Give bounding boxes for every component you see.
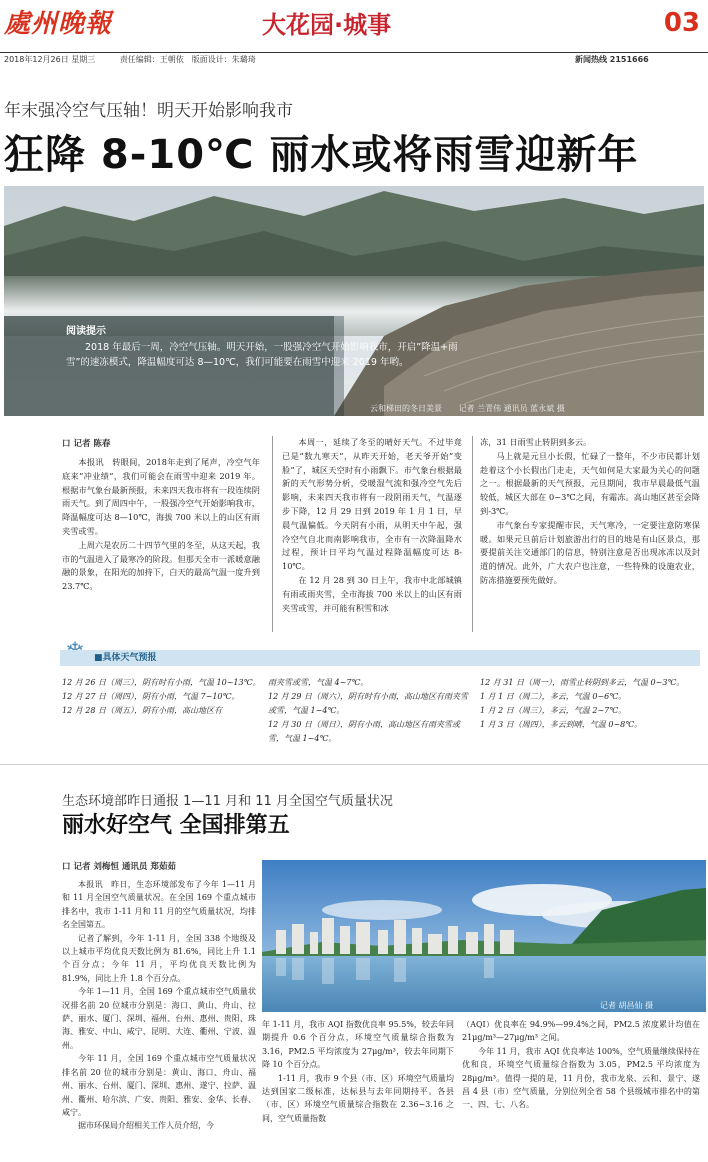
date-text: 2018年12月26日 星期三 xyxy=(4,55,96,64)
story2-headline: 丽水好空气 全国排第五 xyxy=(62,813,290,838)
column-divider xyxy=(472,436,473,632)
story2-kicker: 生态环境部昨日通报 1—11 月和 11 月全国空气质量状况 xyxy=(62,794,393,809)
reading-tip-title: 阅读提示 xyxy=(66,326,106,337)
paragraph: 在 12 月 28 到 30 日上午，我市中北部城镇有雨或雨夹雪，全市海拔 700 米以上的山区有雨夹雪或雪，并可能有积雪和冰 xyxy=(282,574,462,613)
story1-column-3 xyxy=(480,436,700,588)
forecast-item: 12 月 31 日（周一），雨雪止转阴到多云，气温 0~3℃。 xyxy=(480,678,685,687)
page-number: 03 xyxy=(663,8,700,38)
story2-column-2 xyxy=(262,1018,454,1125)
paragraph: 据市环保局介绍相关工作人员介绍，今 xyxy=(78,1121,214,1131)
paragraph: （AQI）优良率在 94.9%—99.4%之间，PM2.5 浓度累计均值在 21μg/m³—27μg/m³ 之间。 xyxy=(462,1020,700,1043)
header-rule xyxy=(0,52,708,53)
forecast-column-1 xyxy=(62,676,262,718)
forecast-column-3 xyxy=(480,676,700,732)
paragraph: 今年 11 月，我市 AQI 优良率达 100%，空气质量继续保持在优和良，环境空气质量综合指数为 3.05，PM2.5 平均浓度为 28μg/m³。值得一提的是，11 月份，我市龙泉、云和、景宁、遂昌 4 县（市）空气质量，分别位列全省 58 个县级城市排名中的第一、四、七、八名。 xyxy=(462,1046,700,1110)
news-hotline: 新闻热线 2151666 xyxy=(575,55,649,64)
forecast-item: 12 月 30 日（周日），阴有小雨，高山地区有雨夹雪或雪，气温 1~4℃。 xyxy=(268,720,460,743)
city-lake-photo xyxy=(262,860,706,1012)
story1-column-2 xyxy=(282,436,462,615)
paragraph: 冻，31 日雨雪止转阴到多云。 xyxy=(480,437,592,447)
newspaper-logo: 處州晚報 xyxy=(4,9,113,39)
story1-photo-credit xyxy=(370,403,565,414)
paragraph: 1-11 月，我市 9 个县（市、区）环境空气质量均达到国家二级标准，达标县与去年同期持平。各县（市、区）环境空气质量综合指数在 2.36~3.16 之间，空气质量指数 xyxy=(262,1073,454,1123)
editors-text: 责任编辑：王朝依 版面设计：朱璐琦 xyxy=(119,55,256,64)
paragraph: 今年 11 月，全国 169 个重点城市空气质量状况排名前 20 位的城市分别是：黄山、海口、舟山、福州、丽水、台州、厦门、深圳、惠州、遂宁、拉萨、温州、衢州、哈尔滨、广安、贵阳、雅安、金华、长春、咸宁。 xyxy=(62,1054,256,1117)
story2-column-3 xyxy=(462,1018,700,1112)
paragraph: 记者了解到，今年 1-11 月，全国 338 个地级及以上城市平均优良天数比例为 81.6%，同比上升 1.1 个百分点；今年 11 月，平均优良天数比例为 81.9%，同比上升 1.8 个百分点。 xyxy=(62,933,256,983)
paragraph: 本周一，延续了冬至的晴好天气。不过毕竟已是”数九寒天”，从昨天开始，老天爷开始”变脸”了，城区天空时有小雨飘下。市气象台根据最新的天气形势分析，受暖湿气流和强冷空气先后影响，未来四天我市将有一段阴雨天气，气温逐步下降，12 月 29 日到 2019 年 1 月 1 日，早晨气温偏低。今天阴有小雨，从明天中午起，强冷空气自北而南影响我市，全市有一次降温降水过程，预计日平均气温过程降温幅度可达 8-10℃。 xyxy=(282,437,462,572)
paragraph: 本报讯 昨日，生态环境部发布了今年 1—11 月和 11 月全国空气质量状况。在全国 169 个重点城市排名中，我市 1-11 月和 11 月的空气质量状况，均排名全国第五。 xyxy=(62,880,256,930)
paragraph: 今年 1—11 月，全国 169 个重点城市空气质量状况排名前 20 位城市分别是：海口、黄山、舟山、拉萨、丽水、厦门、深圳、福州、台州、惠州、贵阳、珠海、雅安、中山、咸宁、昆明、大连、衢州、宁波、温州。 xyxy=(62,987,256,1050)
forecast-item: 12 月 27 日（周四），阴有小雨，气温 7~10℃。 xyxy=(62,692,240,701)
forecast-item: 12 月 28 日（周五），阴有小雨，高山地区有 xyxy=(62,706,222,715)
story1-byline: 口 记者 陈春 xyxy=(62,439,111,449)
terrace-mountain-photo xyxy=(4,186,704,416)
photo-caption: 云和梯田的冬日美景 xyxy=(370,404,442,413)
story-separator xyxy=(0,764,708,765)
story1-kicker: 年末强冷空气压轴！明天开始影响我市 xyxy=(4,101,293,121)
column-divider xyxy=(272,436,273,632)
dateline xyxy=(4,54,256,66)
story2-column-1 xyxy=(62,878,256,1133)
story1-column-1 xyxy=(62,456,260,594)
forecast-item: 1 月 1 日（周二），多云，气温 0~6℃。 xyxy=(480,692,627,701)
paragraph: 市气象台专家提醒市民，天气寒冷，一定要注意防寒保暖。如果元旦前后计划旅游出行的目的地是有山区景点，那要提前关注交通部门的信息，特别注意是否出现冰冻以及封道的情况。此外，广大农户也注意，一些特殊的设施农业，防冻措施要预先做好。 xyxy=(480,519,700,585)
city-skyline-illustration xyxy=(262,860,706,1012)
mountain-fog-illustration xyxy=(4,186,704,416)
forecast-item: 12 月 29 日（周六），阴有时有小雨，高山地区有雨夹雪或雪，气温 1~4℃。 xyxy=(268,692,468,715)
forecast-column-2 xyxy=(268,676,468,746)
reading-tip-text: 2018 年最后一周，冷空气压轴。明天开始，一股强冷空气开始影响我市，开启”降温+雨雪”的速冻模式，降温幅度可达 8—10℃，我们可能要在雨雪中迎来 2019 年哟。 xyxy=(66,342,458,368)
forecast-item: 1 月 2 日（周三），多云，气温 2~7℃。 xyxy=(480,706,627,715)
paragraph: 年 1-11 月，我市 AQI 指数优良率 95.5%，较去年同期提升 0.6 个百分点，环境空气质量综合指数为 3.16，PM2.5 平均浓度为 27μg/m³，较去年同期下降 10 个百分点。 xyxy=(262,1020,454,1070)
forecast-item: 12 月 26 日（周三），阴有时有小雨，气温 10~13℃。 xyxy=(62,678,261,687)
forecast-title: ■具体天气预报 xyxy=(94,653,157,663)
forecast-item: 1 月 3 日（周四），多云到晴，气温 0~8℃。 xyxy=(480,720,643,729)
forecast-item: 雨夹雪或雪，气温 4~7℃。 xyxy=(268,678,369,687)
story2-photo-credit: 记者 胡昌仙 摄 xyxy=(600,1001,654,1010)
photo-credit: 记者 兰青伟 通讯员 蓝永斌 摄 xyxy=(458,404,565,413)
section-title: 大花园·城事 xyxy=(262,11,392,39)
paragraph: 本报讯 转眼间，2018年走到了尾声，冷空气年底来”冲业绩”，我们可能会在雨雪中迎来 2019 年。根据市气象台最新预报，未来四天我市将有一段连续阴雨天气。到了周四中午，一股强冷空气开始影响我市，降温幅度可达 8—10℃，海拔 700 米以上的山区有雨夹雪或雪。 xyxy=(62,457,260,536)
story1-headline: 狂降 8-10℃ 丽水或将雨雪迎新年 xyxy=(4,132,639,178)
paragraph: 马上就是元旦小长假，忙碌了一整年，不少市民都计划趁着这个小长假出门走走，天气如何是大家最为关心的问题之一。根据最新的天气预报，元旦期间，我市早晨最低气温较低，城区大部在 0~3℃之间，有霜冻。高山地区甚至会降到-3℃。 xyxy=(480,450,700,516)
paragraph: 上周六是农历二十四节气里的冬至，从这天起，我市的气温进入了最寒冷的阶段。但那天全市一派暖意融融的景象，在阳光的加持下，白天的最高气温一度升到 23.7℃。 xyxy=(62,539,260,592)
story2-byline: 口 记者 刘梅恒 通讯员 郑茹茹 xyxy=(62,862,176,872)
